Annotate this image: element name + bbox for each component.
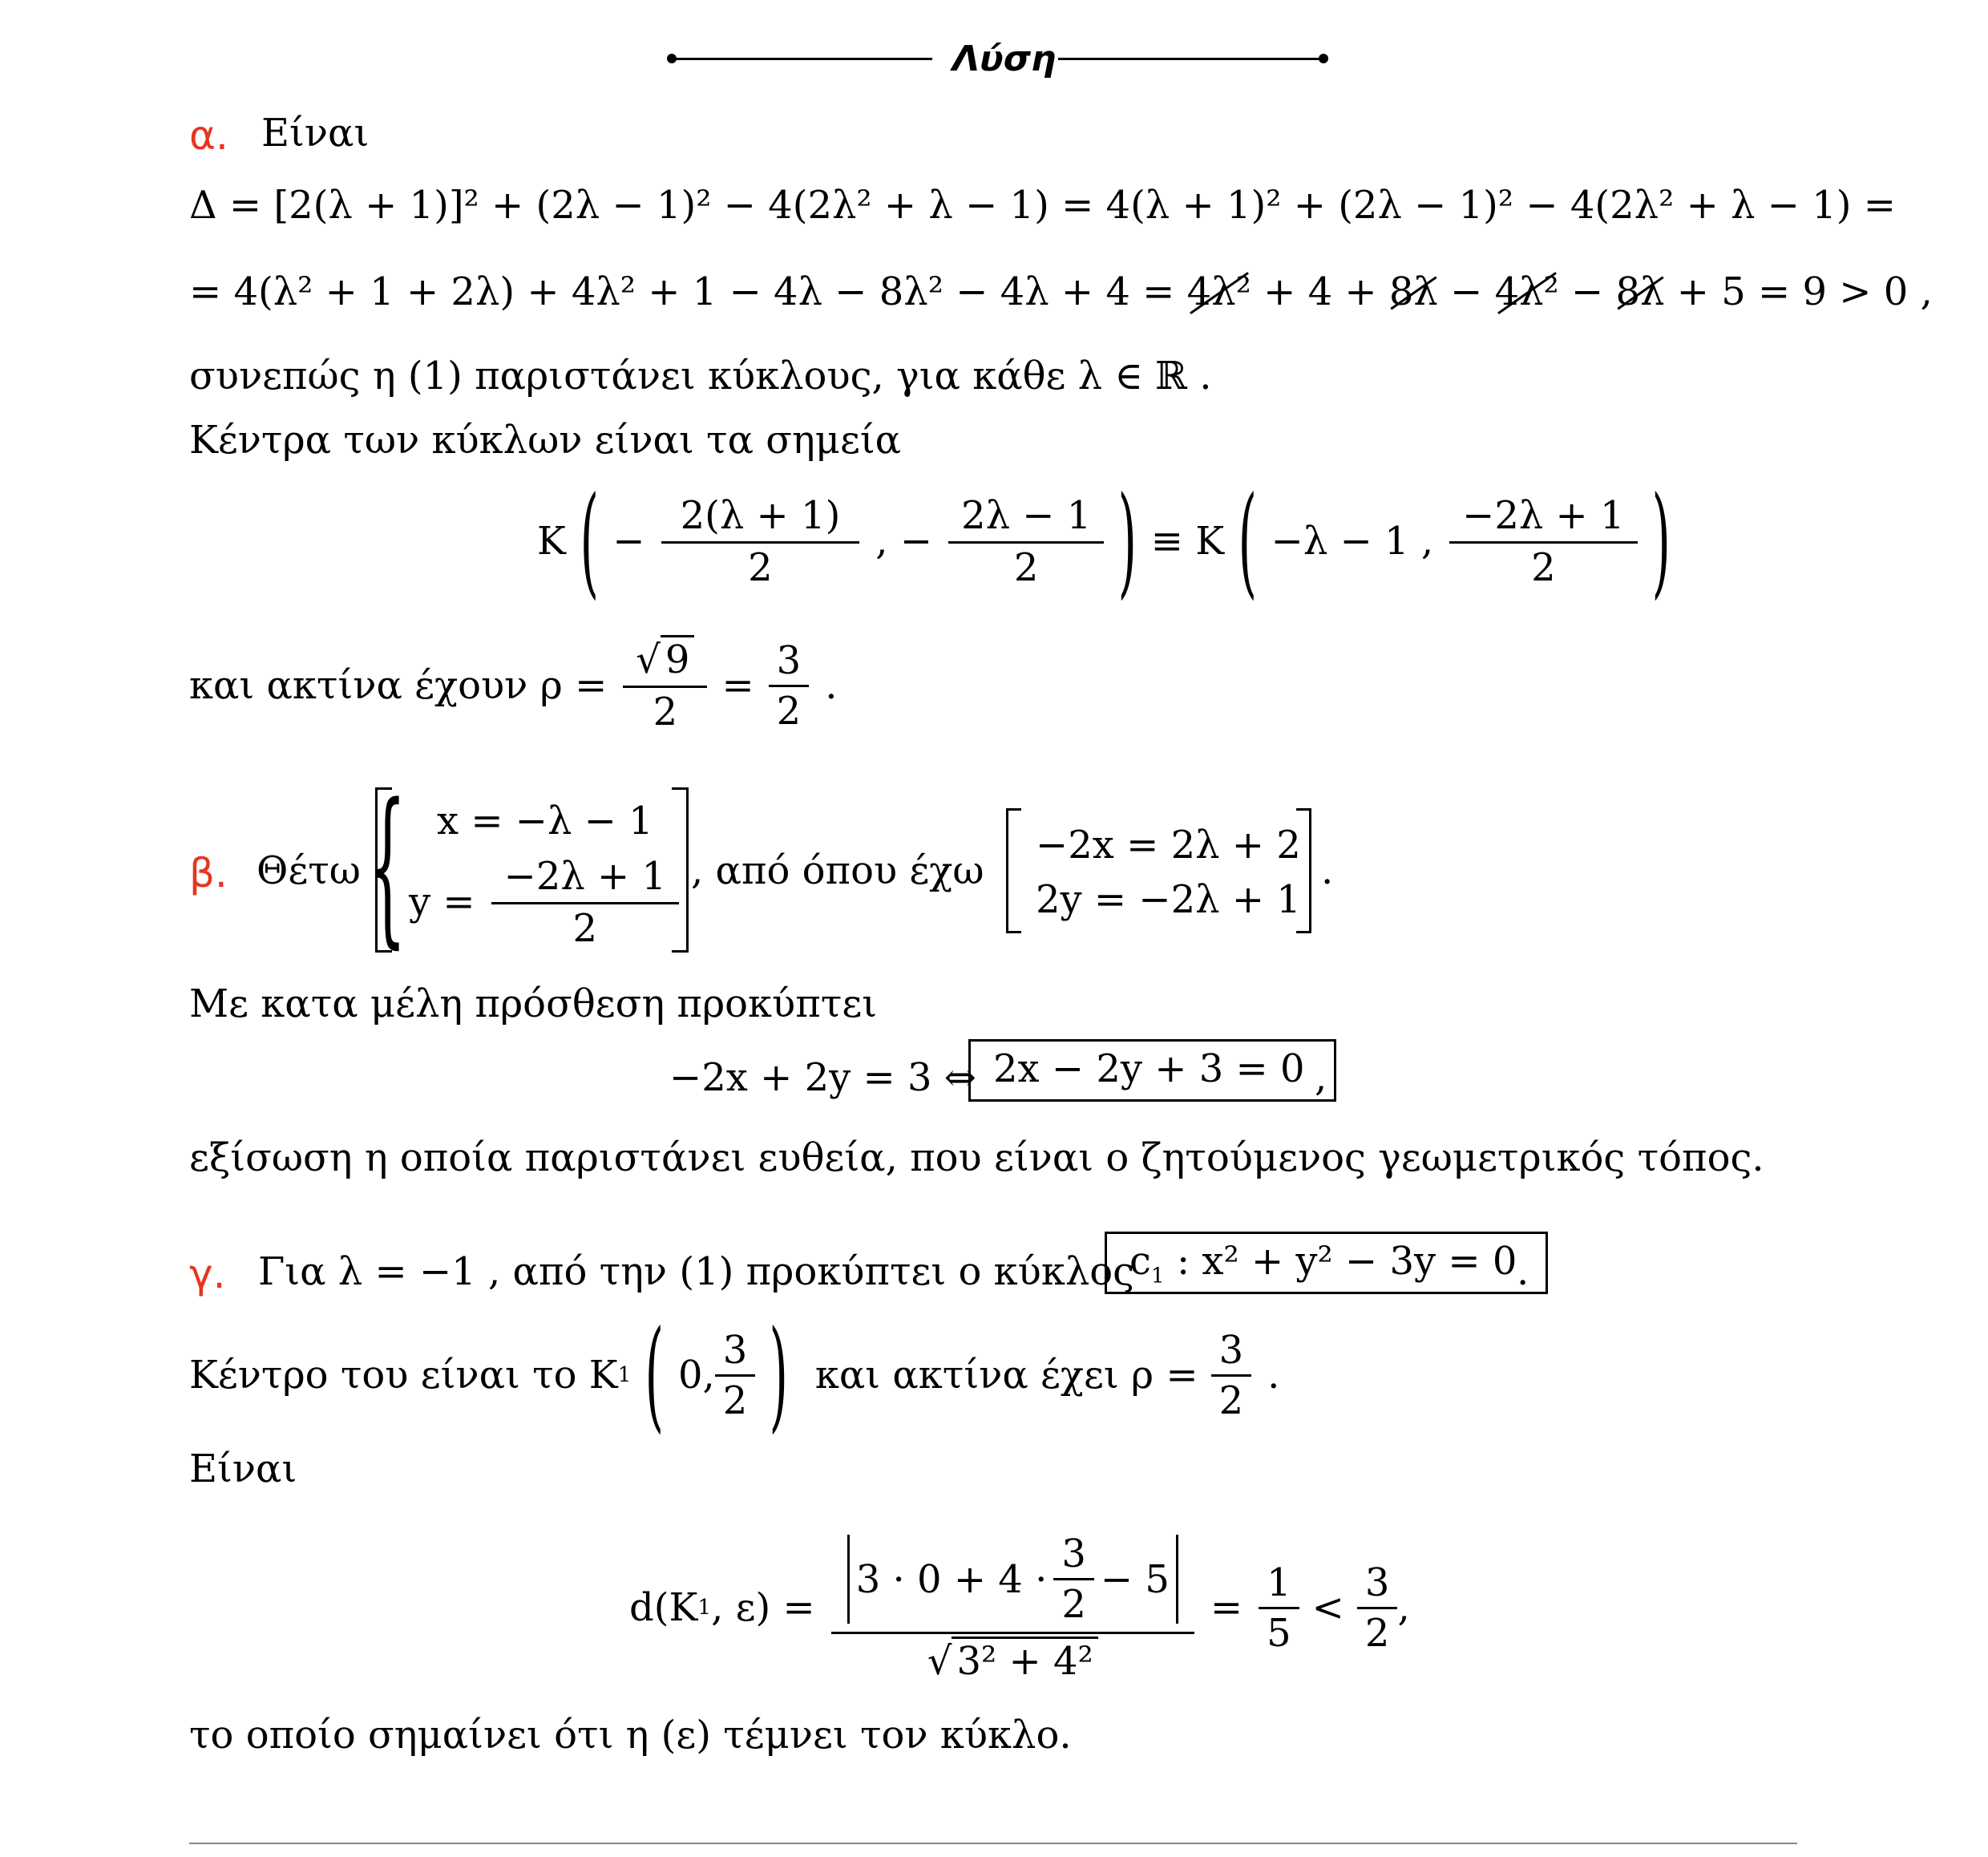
header-title: Λύση — [952, 38, 1057, 79]
part-a-conclusion: συνεπώς η (1) παριστάνει κύκλους, για κάθε λ ∈ ℝ . — [189, 354, 1212, 399]
part-c-label: γ. — [189, 1251, 226, 1297]
center-line: Κέντρο του είναι το K 1 ( 0, $\frac{3}{2}$ ) και ακτίνα έχει ρ = $\frac{3}{2}$ . — [189, 1305, 1280, 1445]
center-den: 2 — [722, 1378, 748, 1423]
dist-denominator: √ 3² + 4² — [831, 1634, 1194, 1681]
radius-fraction-1 — [623, 637, 707, 734]
center-equiv: ≡ K — [1150, 519, 1225, 564]
dist-abs-num: 3 — [1053, 1535, 1094, 1580]
center-minus: − — [612, 519, 645, 564]
radius-fraction-c — [1211, 1327, 1252, 1423]
system-2-bracket-open — [1006, 808, 1021, 933]
center-x: −λ − 1 , — [1271, 519, 1434, 564]
dist-lt: < — [1311, 1585, 1344, 1630]
radius-den-2: 2 — [776, 688, 802, 734]
center-den-2: 2 — [1013, 544, 1039, 590]
result-comma: , — [1315, 1055, 1327, 1100]
dist-abs-fraction — [1053, 1531, 1094, 1627]
dist-fraction-2 — [1259, 1560, 1299, 1656]
delta-line-2-c: + 4 + — [1251, 269, 1389, 314]
system-1-brace-open: { — [369, 767, 406, 964]
part-b-intro: Θέτω — [257, 848, 361, 893]
system-2-bracket-close — [1296, 808, 1311, 933]
radius-text-c: και ακτίνα έχει ρ = — [814, 1353, 1198, 1398]
dist-comma: , — [1397, 1585, 1410, 1630]
radius-text: και ακτίνα έχουν ρ = — [189, 663, 608, 708]
header-line-right — [1058, 58, 1324, 60]
cancelled-term-3: 4λ² — [1494, 269, 1559, 314]
system-2-dot: . — [1321, 848, 1334, 893]
result-left: −2x + 2y = 3 ⇔ — [669, 1055, 976, 1100]
delta-line-1: Δ = [2(λ + 1)]² + (2λ − 1)² − 4(2λ² + λ − 1) = 4(λ + 1)² + (2λ − 1)² − 4(2λ² + λ − 1) = — [189, 183, 1896, 228]
center-fraction-2 — [948, 492, 1104, 590]
part-a-label: α. — [189, 112, 228, 159]
system-1-fraction — [491, 853, 679, 951]
system-1-line-2 — [409, 850, 679, 954]
radius-dot-c: . — [1267, 1353, 1280, 1398]
delta-line-2-a: = 4(λ² + 1 + 2λ) + 4λ² + 1 − 4λ − 8λ² − 4λ + 4 = — [189, 269, 1187, 314]
radius-sqrt-value: 9 — [661, 635, 695, 682]
circle-c: c — [1129, 1239, 1151, 1284]
center-paren-close: ) — [769, 1305, 789, 1445]
dist-fraction-3 — [1357, 1560, 1398, 1656]
dist-num-3: 3 — [1357, 1564, 1398, 1609]
system-1-num: −2λ + 1 — [491, 857, 679, 904]
dist-abs-b: − 5 — [1100, 1556, 1170, 1602]
system-1-bracket-close — [672, 787, 689, 953]
center-text: Κέντρο του είναι το K — [189, 1353, 618, 1398]
center-comma: , − — [875, 519, 933, 564]
system-2-line-1: −2x = 2λ + 2 — [1036, 823, 1301, 868]
center-num-2: 2λ − 1 — [948, 496, 1104, 544]
centers-formula — [537, 471, 1684, 611]
part-b-label: β. — [189, 850, 228, 896]
dist-eq: = — [1210, 1585, 1243, 1630]
radius-den-c: 2 — [1218, 1378, 1244, 1423]
addition-text: Με κατα μέλη πρόσθεση προκύπτει — [189, 981, 878, 1026]
dist-abs — [847, 1531, 1178, 1627]
centers-intro: Κέντρα των κύκλων είναι τα σημεία — [189, 418, 902, 463]
radius-num-c: 3 — [1211, 1331, 1252, 1377]
dist-num-2: 1 — [1259, 1564, 1299, 1609]
distance-formula: d(K 1 , ε) = 3 · 0 + 4 · $\frac{3}{2}$ − 5 √ 3² + 4² = $\frac{1}{5}$ < $\frac{3}{2}$ , — [629, 1531, 1410, 1684]
dist-numerator — [831, 1531, 1194, 1634]
paren-close-2: ) — [1651, 471, 1671, 611]
center-x-value: 0, — [677, 1353, 715, 1398]
radius-sqrt: √ 9 — [623, 641, 707, 688]
circle-sub: 1 — [1150, 1263, 1165, 1289]
center-fraction-1 — [661, 492, 860, 590]
radius-num-2: 3 — [769, 641, 810, 687]
center-den-1: 2 — [748, 544, 773, 590]
circle-equation: : x² + y² − 3y = 0 — [1164, 1239, 1517, 1284]
from-where: , από όπου έχω — [691, 848, 984, 893]
dist-den-3: 2 — [1364, 1610, 1390, 1656]
part-b-conclusion: εξίσωση η οποία παριστάνει ευθεία, που είναι ο ζητούμενος γεωμετρικός τόπος. — [189, 1135, 1764, 1180]
system-1-bracket — [375, 787, 392, 953]
system-1-den: 2 — [572, 905, 598, 951]
system-2-line-2: 2y = −2λ + 1 — [1036, 877, 1301, 922]
header-line-left — [672, 58, 932, 60]
radius-dot: . — [825, 663, 838, 708]
delta-line-2-g: − — [1558, 269, 1616, 314]
center-num: 3 — [715, 1331, 756, 1377]
dist-abs-a: 3 · 0 + 4 · — [855, 1556, 1048, 1602]
delta-line-2 — [189, 269, 1933, 314]
center-den-3: 2 — [1531, 544, 1556, 590]
dist-main-fraction — [831, 1531, 1194, 1684]
center-fraction-3 — [1449, 492, 1637, 590]
dist-den-2: 5 — [1267, 1610, 1291, 1656]
header-dot-left — [667, 54, 677, 63]
part-c-intro: Για λ = −1 , από την (1) προκύπτει ο κύκλος — [258, 1249, 1135, 1294]
delta-line-2-e: − — [1437, 269, 1495, 314]
dist-den-value: 3² + 4² — [952, 1637, 1097, 1684]
dist-left-2: , ε) = — [711, 1585, 815, 1630]
radius-den-1: 2 — [653, 689, 678, 734]
result-box: 2x − 2y + 3 = 0 — [968, 1039, 1336, 1102]
system-1-line-1: x = −λ − 1 — [437, 799, 653, 844]
circle-box — [1105, 1232, 1548, 1294]
part-c-conclusion: το οποίο σημαίνει ότι η (ε) τέμνει τον κύκλο. — [189, 1713, 1072, 1758]
center-num-1: 2(λ + 1) — [661, 496, 860, 544]
paren-open-2: ( — [1238, 471, 1258, 611]
center-paren-open: ( — [645, 1305, 665, 1445]
dist-abs-den: 2 — [1061, 1582, 1086, 1627]
system-1-y: y = — [409, 880, 475, 924]
radius-fraction-2 — [769, 637, 810, 734]
footer-divider — [189, 1843, 1797, 1844]
header-dot-right — [1319, 54, 1328, 63]
paren-open-1: ( — [580, 471, 599, 611]
paren-close-1: ) — [1117, 471, 1137, 611]
delta-line-2-i: + 5 = 9 > 0 , — [1664, 269, 1933, 314]
part-a-intro: Είναι — [261, 111, 370, 156]
cancelled-term-2: 8λ — [1388, 269, 1438, 314]
part-c-intro-2: Είναι — [189, 1446, 297, 1491]
radius-formula — [189, 625, 837, 746]
cancelled-term-4: 8λ — [1615, 269, 1665, 314]
circle-dot: . — [1517, 1249, 1529, 1294]
radius-eq: = — [721, 663, 754, 708]
center-fraction — [715, 1327, 756, 1423]
dist-left: d(K — [629, 1585, 698, 1630]
center-k: K — [537, 519, 566, 564]
cancelled-term-1: 4λ² — [1186, 269, 1251, 314]
center-num-3: −2λ + 1 — [1449, 496, 1637, 544]
